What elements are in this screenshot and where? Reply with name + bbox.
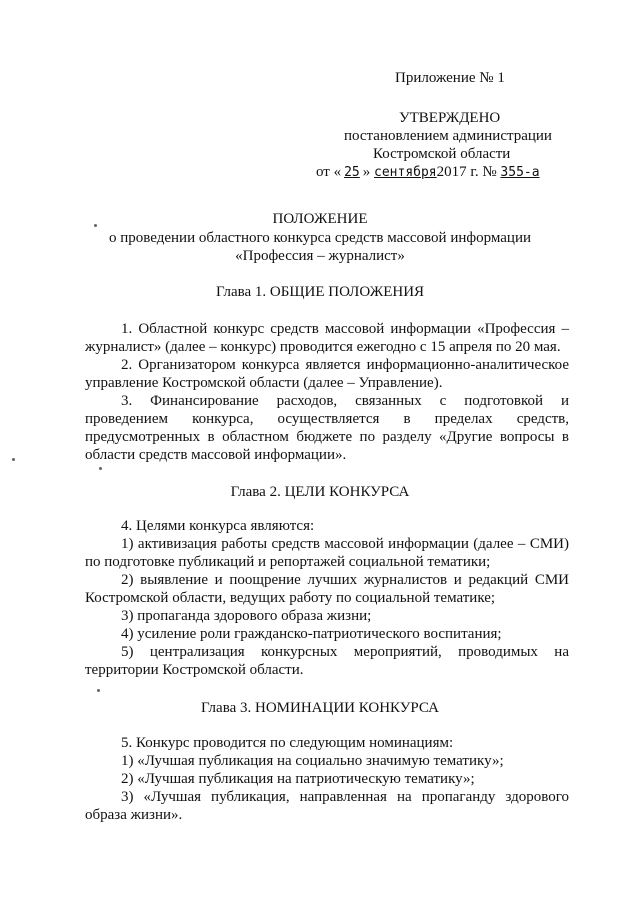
resolution-number: 355-а <box>500 165 540 180</box>
date-year: 2017 г. № <box>436 164 497 180</box>
resolution-label: постановлением администрации <box>344 128 552 144</box>
date-prefix: от « <box>316 164 342 180</box>
clause3-line2: проведением конкурса, осуществляется в пределах средств, <box>85 411 569 427</box>
clause1-line1: 1. Областной конкурс средств массовой информации «Профессия – <box>121 321 569 337</box>
document-title: ПОЛОЖЕНИЕ <box>272 211 368 227</box>
clause1-line2: журналист» (далее – конкурс) проводится ежегодно с 15 апреля по 20 мая. <box>85 339 561 355</box>
clause3-line4: области средств массовой информации». <box>85 447 347 463</box>
document-subtitle-line1: о проведении областного конкурса средств массовой информации <box>109 230 531 246</box>
goal5-line2: территории Костромской области. <box>85 662 304 678</box>
nomination3-line1: 3) «Лучшая публикация, направленная на пропаганду здорового <box>121 789 569 805</box>
goal3-line: 3) пропаганда здорового образа жизни; <box>121 608 372 624</box>
clause4-line: 4. Целями конкурса являются: <box>121 518 315 534</box>
goal5-line1: 5) централизация конкурсных мероприятий, проводимых на <box>121 644 569 660</box>
goal1-line2: по подготовке публикаций и репортажей социальной тематики; <box>85 554 491 570</box>
goal4-line: 4) усиление роли гражданско-патриотического воспитания; <box>121 626 502 642</box>
clause5-line: 5. Конкурс проводится по следующим номинациям: <box>121 735 454 751</box>
scan-speck <box>12 458 15 461</box>
nomination3-line2: образа жизни». <box>85 807 183 823</box>
nomination2-line: 2) «Лучшая публикация на патриотическую тематику»; <box>121 771 475 787</box>
scan-speck <box>99 467 102 470</box>
scan-speck <box>94 224 97 227</box>
clause2-line1: 2. Организатором конкурса является информационно-аналитическое <box>121 357 569 373</box>
clause2-line2: управление Костромской области (далее – Управление). <box>85 375 443 391</box>
goal2-line1: 2) выявление и поощрение лучших журналистов и редакций СМИ <box>121 572 569 588</box>
goal1-line1: 1) активизация работы средств массовой информации (далее – СМИ) <box>121 536 569 552</box>
clause3-line1: 3. Финансирование расходов, связанных с подготовкой и <box>121 393 569 409</box>
approved-label: УТВЕРЖДЕНО <box>399 110 501 126</box>
date-mid: » <box>362 164 371 180</box>
appendix-label: Приложение № 1 <box>395 70 505 86</box>
chapter2-heading: Глава 2. ЦЕЛИ КОНКУРСА <box>230 484 410 500</box>
date-day: 25 <box>344 165 360 180</box>
chapter3-heading: Глава 3. НОМИНАЦИИ КОНКУРСА <box>201 700 439 716</box>
goal2-line2: Костромской области, ведущих работу по социальной тематике; <box>85 590 496 606</box>
chapter1-heading: Глава 1. ОБЩИЕ ПОЛОЖЕНИЯ <box>215 284 425 300</box>
document-subtitle-line2: «Профессия – журналист» <box>235 248 405 264</box>
clause3-line3: предусмотренных в областном бюджете по разделу «Другие вопросы в <box>85 429 569 445</box>
scan-speck <box>97 689 100 692</box>
date-month: сентября <box>374 165 437 180</box>
resolution-date-line <box>316 162 540 183</box>
region-label: Костромской области <box>373 146 511 162</box>
nomination1-line: 1) «Лучшая публикация на социально значимую тематику»; <box>121 753 504 769</box>
